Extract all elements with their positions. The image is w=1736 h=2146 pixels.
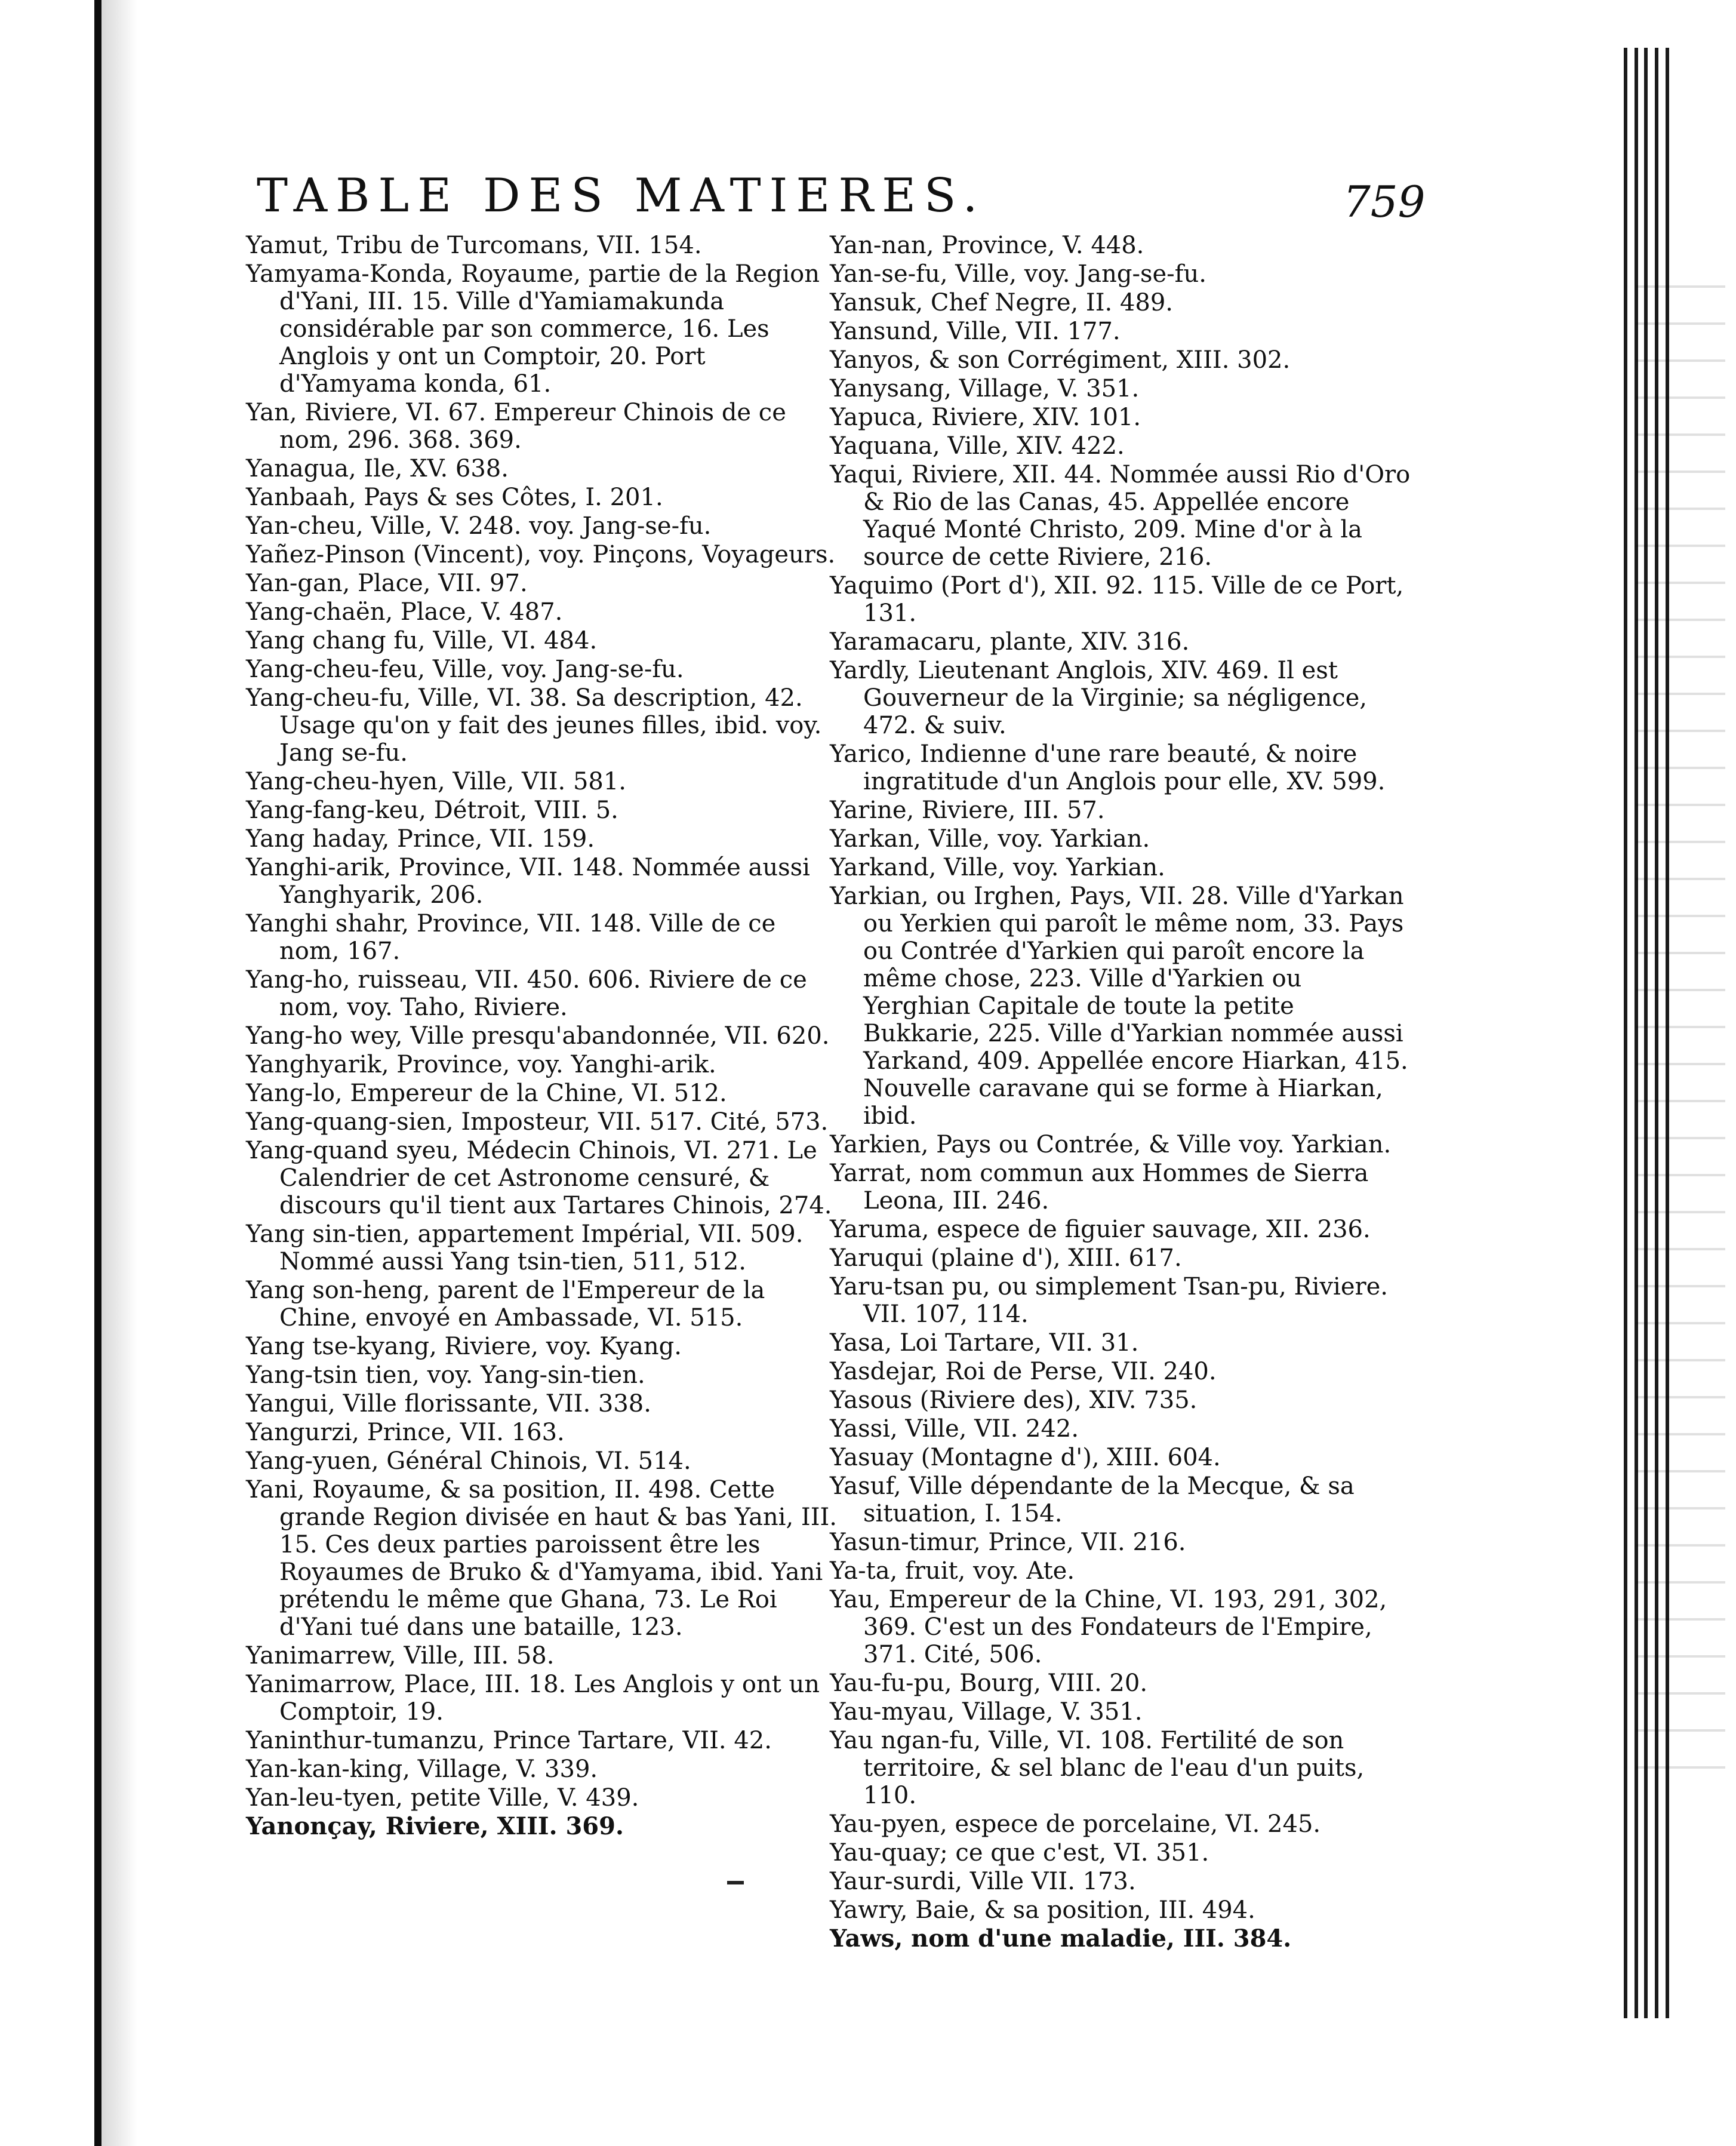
index-entry: Yau ngan-fu, Ville, VI. 108. Fertilité de son territoire, & sel blanc de l'eau d'un puits, 110.	[830, 1727, 1365, 1809]
index-entry: Yasuay (Montagne d'), XIII. 604.	[830, 1444, 1221, 1471]
index-entry: Yan, Riviere, VI. 67. Empereur Chinois de ce nom, 296. 368. 369.	[246, 399, 786, 454]
index-entry: Yang-lo, Empereur de la Chine, VI. 512.	[246, 1080, 727, 1107]
index-entry: Yang-cheu-fu, Ville, VI. 38. Sa description, 42. Usage qu'on y fait des jeunes filles, ibid. voy. Jang se-fu.	[246, 684, 822, 767]
index-entry: Yan-cheu, Ville, V. 248. voy. Jang-se-fu.	[246, 512, 712, 540]
index-entry: Yang haday, Prince, VII. 159.	[246, 825, 595, 853]
index-entry: Yanonçay, Riviere, XIII. 369.	[246, 1812, 624, 1840]
index-entry: Yaruqui (plaine d'), XIII. 617.	[830, 1244, 1182, 1272]
index-entry: Ya-ta, fruit, voy. Ate.	[830, 1557, 1075, 1585]
index-entry: Yasa, Loi Tartare, VII. 31.	[830, 1329, 1139, 1357]
page-leaf	[1624, 48, 1627, 2018]
index-entry: Yañez-Pinson (Vincent), voy. Pinçons, Voyageurs.	[246, 541, 836, 568]
index-entry: Yaws, nom d'une maladie, III. 384.	[830, 1924, 1292, 1953]
index-entry: Yangui, Ville florissante, VII. 338.	[246, 1390, 651, 1418]
index-entry: Yasous (Riviere des), XIV. 735.	[830, 1386, 1198, 1414]
index-entry: Yassi, Ville, VII. 242.	[830, 1415, 1079, 1443]
index-entry: Yang sin-tien, appartement Impérial, VII. 509. Nommé aussi Yang tsin-tien, 511, 512.	[246, 1220, 804, 1275]
index-entry: Yasun-timur, Prince, VII. 216.	[830, 1529, 1186, 1556]
running-title: TABLE DES MATIERES.	[257, 169, 986, 223]
index-entry: Yanimarrow, Place, III. 18. Les Anglois y ont un Comptoir, 19.	[246, 1671, 820, 1726]
index-entry: Yamut, Tribu de Turcomans, VII. 154.	[246, 232, 702, 259]
index-entry: Yani, Royaume, & sa position, II. 498. Cette grande Region divisée en haut & bas Yani, III. 15. Ces deux parties paroissent être les Royaumes de Bruko & d'Yamyama, ibid. Yani prétendu le même que Ghana, 73. Le Roi d'Yani tué dans une bataille, 123.	[246, 1476, 838, 1641]
index-entry: Yau-pyen, espece de porcelaine, VI. 245.	[830, 1810, 1321, 1838]
index-entry: Yang-yuen, Général Chinois, VI. 514.	[246, 1447, 691, 1475]
index-entry: Yarico, Indienne d'une rare beauté, & noire ingratitude d'un Anglois pour elle, XV. 599.	[830, 740, 1386, 795]
index-column-right	[830, 232, 1415, 1954]
index-entry: Yarkian, ou Irghen, Pays, VII. 28. Ville d'Yarkan ou Yerkien qui paroît le même nom, 33. Pays ou Contrée d'Yarkien qui paroît encore la même chose, 223. Ville d'Yarkien ou Yerghian Capitale de toute la petite Bukkarie, 225. Ville d'Yarkian nommée aussi Yarkand, 409. Appellée encore Hiarkan, 415. Nouvelle caravane qui se forme à Hiarkan, ibid.	[830, 883, 1408, 1130]
index-entry: Yasuf, Ville dépendante de la Mecque, & sa situation, I. 154.	[830, 1472, 1355, 1527]
index-entry: Yaramacaru, plante, XIV. 316.	[830, 628, 1190, 656]
index-entry: Yanghyarik, Province, voy. Yanghi-arik.	[246, 1051, 716, 1078]
index-entry: Yarrat, nom commun aux Hommes de Sierra Leona, III. 246.	[830, 1160, 1369, 1215]
index-entry: Yau-myau, Village, V. 351.	[830, 1698, 1143, 1726]
index-entry: Yau, Empereur de la Chine, VI. 193, 291, 302, 369. C'est un des Fondateurs de l'Empire, 371. Cité, 506.	[830, 1586, 1387, 1668]
index-entry: Yanbaah, Pays & ses Côtes, I. 201.	[246, 484, 663, 511]
index-entry: Yaquana, Ville, XIV. 422.	[830, 432, 1125, 460]
gutter-shadow	[101, 0, 137, 2146]
book-gutter-edge	[94, 0, 101, 2146]
index-entry: Yarkien, Pays ou Contrée, & Ville voy. Yarkian.	[830, 1131, 1392, 1158]
index-entry: Yang-cheu-hyen, Ville, VII. 581.	[246, 768, 627, 795]
index-entry: Yang chang fu, Ville, VI. 484.	[246, 627, 598, 654]
index-entry: Yapuca, Riviere, XIV. 101.	[830, 404, 1141, 431]
index-entry: Yarine, Riviere, III. 57.	[830, 797, 1105, 824]
index-entry: Yanimarrew, Ville, III. 58.	[246, 1642, 555, 1670]
index-entry: Yanagua, Ile, XV. 638.	[246, 455, 509, 482]
index-entry: Yang son-heng, parent de l'Empereur de la Chine, envoyé en Ambassade, VI. 515.	[246, 1277, 765, 1332]
index-entry: Yaruma, espece de figuier sauvage, XII. 236.	[830, 1216, 1371, 1243]
index-entry: Yau-fu-pu, Bourg, VIII. 20.	[830, 1670, 1148, 1697]
index-entry: Yanghi-arik, Province, VII. 148. Nommée aussi Yanghyarik, 206.	[246, 854, 810, 909]
index-entry: Yang-quang-sien, Imposteur, VII. 517. Cité, 573.	[246, 1108, 829, 1136]
printer-mark	[727, 1881, 744, 1884]
index-entry: Yarkan, Ville, voy. Yarkian.	[830, 825, 1150, 853]
page-number: 759	[1343, 177, 1426, 227]
index-entry: Yaqui, Riviere, XII. 44. Nommée aussi Rio d'Oro & Rio de las Canas, 45. Appellée encore Yaqué Monté Christo, 209. Mine d'or à la source de cette Riviere, 216.	[830, 461, 1411, 571]
index-entry: Yasdejar, Roi de Perse, VII. 240.	[830, 1358, 1217, 1385]
index-entry: Yang-chaën, Place, V. 487.	[246, 598, 563, 626]
index-entry: Yau-quay; ce que c'est, VI. 351.	[830, 1839, 1209, 1867]
index-entry: Yang-tsin tien, voy. Yang-sin-tien.	[246, 1361, 645, 1389]
index-entry: Yansuk, Chef Negre, II. 489.	[830, 289, 1174, 316]
index-entry: Yansund, Ville, VII. 177.	[830, 318, 1121, 345]
index-entry: Yang-cheu-feu, Ville, voy. Jang-se-fu.	[246, 656, 684, 683]
index-entry: Yaquimo (Port d'), XII. 92. 115. Ville de ce Port, 131.	[830, 572, 1404, 627]
index-entry: Yang tse-kyang, Riviere, voy. Kyang.	[246, 1333, 682, 1360]
index-entry: Yang-fang-keu, Détroit, VIII. 5.	[246, 797, 618, 824]
index-entry: Yardly, Lieutenant Anglois, XIV. 469. Il est Gouverneur de la Virginie; sa négligence, 472. & suiv.	[830, 657, 1368, 739]
index-entry: Yan-gan, Place, VII. 97.	[246, 570, 528, 597]
index-entry: Yan-kan-king, Village, V. 339.	[246, 1755, 598, 1783]
index-entry: Yanghi shahr, Province, VII. 148. Ville de ce nom, 167.	[246, 910, 776, 965]
index-entry: Yaninthur-tumanzu, Prince Tartare, VII. 42.	[246, 1727, 772, 1754]
index-entry: Yanysang, Village, V. 351.	[830, 375, 1140, 402]
bleed-through-lines	[1636, 251, 1725, 1803]
index-entry: Yaru-tsan pu, ou simplement Tsan-pu, Riviere. VII. 107, 114.	[830, 1273, 1388, 1328]
index-entry: Yang-ho wey, Ville presqu'abandonnée, VII. 620.	[246, 1022, 830, 1050]
index-entry: Yang-ho, ruisseau, VII. 450. 606. Riviere de ce nom, voy. Taho, Riviere.	[246, 966, 807, 1021]
index-entry: Yarkand, Ville, voy. Yarkian.	[830, 854, 1165, 881]
index-column-left	[246, 232, 843, 1841]
index-entry: Yan-nan, Province, V. 448.	[830, 232, 1144, 259]
index-entry: Yan-se-fu, Ville, voy. Jang-se-fu.	[830, 260, 1206, 288]
index-entry: Yang-quand syeu, Médecin Chinois, VI. 271. Le Calendrier de cet Astronome censuré, & discours qu'il tient aux Tartares Chinois, 274.	[246, 1137, 832, 1219]
index-entry: Yangurzi, Prince, VII. 163.	[246, 1419, 565, 1446]
index-entry: Yanyos, & son Corrégiment, XIII. 302.	[830, 346, 1291, 374]
index-entry: Yamyama-Konda, Royaume, partie de la Region d'Yani, III. 15. Ville d'Yamiamakunda considérable par son commerce, 16. Les Anglois y ont un Comptoir, 20. Port d'Yamyama konda, 61.	[246, 260, 820, 398]
index-entry: Yan-leu-tyen, petite Ville, V. 439.	[246, 1784, 639, 1812]
index-entry: Yawry, Baie, & sa position, III. 494.	[830, 1896, 1255, 1924]
index-entry: Yaur-surdi, Ville VII. 173.	[830, 1868, 1136, 1895]
